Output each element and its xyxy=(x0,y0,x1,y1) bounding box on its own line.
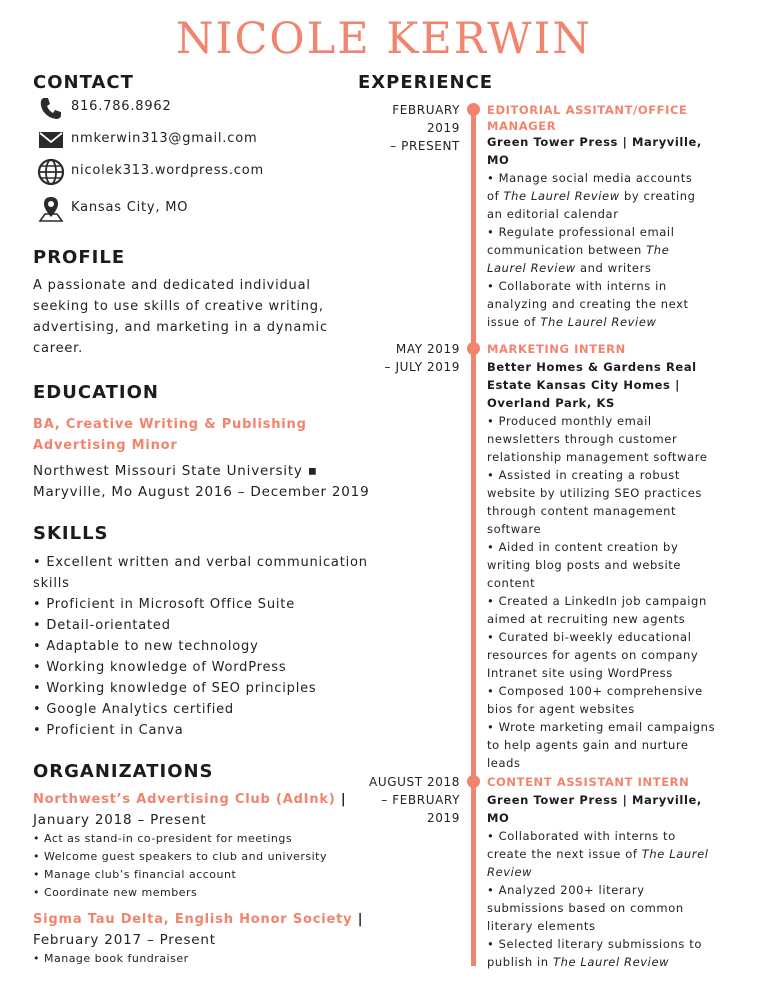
job3-company: Green Tower Press | Maryville, xyxy=(487,793,702,807)
job1-italic: The xyxy=(646,243,670,257)
job3-italic: The Laurel xyxy=(641,847,709,861)
job2-date-line: – JULY 2019 xyxy=(384,360,460,374)
job3-title: CONTENT ASSISTANT INTERN xyxy=(487,775,690,789)
job2-line: • Curated bi-weekly educational xyxy=(487,630,692,644)
job3-text: create the next issue of xyxy=(487,847,642,861)
phone-icon xyxy=(36,93,66,123)
job2-line: • Assisted in creating a robust xyxy=(487,468,680,482)
org2-list xyxy=(33,950,189,968)
skill-item: • Working knowledge of SEO principles xyxy=(33,681,317,696)
job2-bullets xyxy=(487,412,727,772)
location-text: Kansas City, MO xyxy=(71,200,189,215)
job1-line: • Collaborate with interns in xyxy=(487,279,667,293)
job2-title: MARKETING INTERN xyxy=(487,342,626,356)
skill-item: • Google Analytics certified xyxy=(33,702,234,717)
job3-line: literary elements xyxy=(487,919,596,933)
job1-line: analyzing and creating the next xyxy=(487,297,689,311)
job2-dates xyxy=(360,340,460,376)
job2-block xyxy=(487,340,727,772)
phone-text: 816.786.8962 xyxy=(71,99,172,114)
skill-item: • Adaptable to new technology xyxy=(33,639,259,654)
org1-name: Northwest’s Advertising Club (AdInk) xyxy=(33,792,336,807)
job1-line: an editorial calendar xyxy=(487,207,619,221)
organizations-heading: ORGANIZATIONS xyxy=(33,761,214,782)
job1-company: MO xyxy=(487,153,510,167)
job1-text: issue of xyxy=(487,315,541,329)
envelope-icon xyxy=(36,125,66,155)
experience-heading: EXPERIENCE xyxy=(358,72,494,93)
job3-bullets xyxy=(487,827,727,971)
job2-line: writing blog posts and website xyxy=(487,558,682,572)
job1-line xyxy=(487,241,727,259)
org2-separator: | xyxy=(352,912,364,927)
job1-text: by creating xyxy=(619,189,696,203)
job1-block xyxy=(487,101,727,331)
org1-dates: January 2018 – Present xyxy=(33,812,207,828)
org2-name-row xyxy=(33,909,363,930)
timeline-dot xyxy=(467,775,480,788)
education-heading: EDUCATION xyxy=(33,382,159,403)
job2-line: Intranet site using WordPress xyxy=(487,666,673,680)
job3-line: submissions based on common xyxy=(487,901,684,915)
degree-line-1: BA, Creative Writing & Publishing xyxy=(33,417,307,432)
job1-italic: The Laurel Review xyxy=(503,189,620,203)
job1-date-line: FEBRUARY 2019 xyxy=(392,103,460,135)
org2-dates: February 2017 – Present xyxy=(33,932,216,948)
job1-line: • Manage social media accounts xyxy=(487,171,693,185)
job3-text: publish in xyxy=(487,955,553,969)
job1-company: Green Tower Press | Maryville, xyxy=(487,135,702,149)
org2-item: • Manage book fundraiser xyxy=(33,952,189,965)
skills-heading: SKILLS xyxy=(33,523,109,544)
org1-item: • Act as stand-in co-president for meetings xyxy=(33,832,293,845)
job2-line: software xyxy=(487,522,542,536)
job3-date-line: 2019 xyxy=(427,811,460,825)
job1-italic: The Laurel Review xyxy=(540,315,657,329)
job1-text: of xyxy=(487,189,504,203)
job1-line xyxy=(487,313,727,331)
job2-line: resources for agents on company xyxy=(487,648,699,662)
job1-line: • Regulate professional email xyxy=(487,225,675,239)
degree-line-2: Advertising Minor xyxy=(33,438,178,453)
job1-title: EDITORIAL ASSITANT/OFFICE xyxy=(487,103,688,117)
job3-line xyxy=(487,863,727,881)
contact-email[interactable] xyxy=(36,125,336,155)
skill-item: • Working knowledge of WordPress xyxy=(33,660,287,675)
job2-line: • Aided in content creation by xyxy=(487,540,679,554)
org1-item: • Coordinate new members xyxy=(33,886,198,899)
job2-line: bios for agent websites xyxy=(487,702,635,716)
globe-icon xyxy=(36,157,66,187)
timeline-dot xyxy=(467,342,480,355)
job3-date-line: – FEBRUARY xyxy=(381,793,460,807)
resume-name: NICOLE KERWIN xyxy=(175,14,593,64)
skill-item: • Excellent written and verbal communication skills xyxy=(33,555,368,591)
job2-line: content xyxy=(487,576,536,590)
job1-date-line: – PRESENT xyxy=(390,139,460,153)
job3-italic: Review xyxy=(487,865,533,879)
timeline-dot xyxy=(467,103,480,116)
school-line-1: Northwest Missouri State University ▪ xyxy=(33,463,318,479)
job2-line: relationship management software xyxy=(487,450,708,464)
map-pin-icon xyxy=(36,194,66,224)
job1-italic: Laurel Review xyxy=(487,261,576,275)
profile-text: A passionate and dedicated individual seeking to use skills of creative writing, advertising, and marketing in a dynamic career. xyxy=(33,278,328,356)
org1-item: • Welcome guest speakers to club and university xyxy=(33,850,327,863)
org1-item: • Manage club’s financial account xyxy=(33,868,237,881)
skill-item: • Proficient in Canva xyxy=(33,723,184,738)
job1-dates xyxy=(360,101,460,155)
email-text: nmkerwin313@gmail.com xyxy=(71,131,258,146)
job1-text: communication between xyxy=(487,243,647,257)
job3-dates xyxy=(360,773,460,827)
job2-line: aimed at recruiting new agents xyxy=(487,612,686,626)
contact-location xyxy=(36,194,336,224)
job3-line xyxy=(487,953,727,971)
org1-separator: | xyxy=(335,792,347,807)
skills-list xyxy=(33,552,378,741)
job3-company: MO xyxy=(487,811,510,825)
job2-line: • Wrote marketing email campaigns xyxy=(487,720,716,734)
job2-line: through content management xyxy=(487,504,677,518)
job3-date-line: AUGUST 2018 xyxy=(369,775,460,789)
job3-line: • Selected literary submissions to xyxy=(487,937,702,951)
job2-line: website by utilizing SEO practices xyxy=(487,486,702,500)
job1-line xyxy=(487,259,727,277)
job3-italic: The Laurel Review xyxy=(552,955,670,969)
job3-block xyxy=(487,773,727,971)
job2-line: leads xyxy=(487,756,521,770)
org2-name: Sigma Tau Delta, English Honor Society xyxy=(33,912,353,927)
school-line-2: Maryville, Mo August 2016 – December 2019 xyxy=(33,484,370,500)
job1-title: MANAGER xyxy=(487,119,557,133)
skill-item: • Proficient in Microsoft Office Suite xyxy=(33,597,295,612)
job1-text: and writers xyxy=(575,261,652,275)
org1-list xyxy=(33,830,327,902)
job3-line xyxy=(487,845,727,863)
org1-name-row xyxy=(33,789,346,810)
job1-bullets xyxy=(487,169,727,331)
job2-line: to help agents gain and nurture xyxy=(487,738,689,752)
timeline-line xyxy=(471,108,476,966)
skill-item: • Detail-orientated xyxy=(33,618,171,633)
website-text: nicolek313.wordpress.com xyxy=(71,163,264,178)
contact-phone xyxy=(36,93,336,123)
job2-line: • Created a LinkedIn job campaign xyxy=(487,594,707,608)
job1-line xyxy=(487,187,727,205)
job2-company: Better Homes & Gardens Real xyxy=(487,360,697,374)
profile-heading: PROFILE xyxy=(33,247,126,268)
job2-date-line: MAY 2019 xyxy=(395,342,460,356)
job2-company: Estate Kansas City Homes | xyxy=(487,378,680,392)
job2-line: newsletters through customer xyxy=(487,432,678,446)
job3-line: • Collaborated with interns to xyxy=(487,829,676,843)
job3-line: • Analyzed 200+ literary xyxy=(487,883,645,897)
contact-website[interactable] xyxy=(36,157,336,187)
job2-line: • Produced monthly email xyxy=(487,414,652,428)
job2-line: • Composed 100+ comprehensive xyxy=(487,684,703,698)
job2-company: Overland Park, KS xyxy=(487,396,615,410)
contact-heading: CONTACT xyxy=(33,72,134,93)
